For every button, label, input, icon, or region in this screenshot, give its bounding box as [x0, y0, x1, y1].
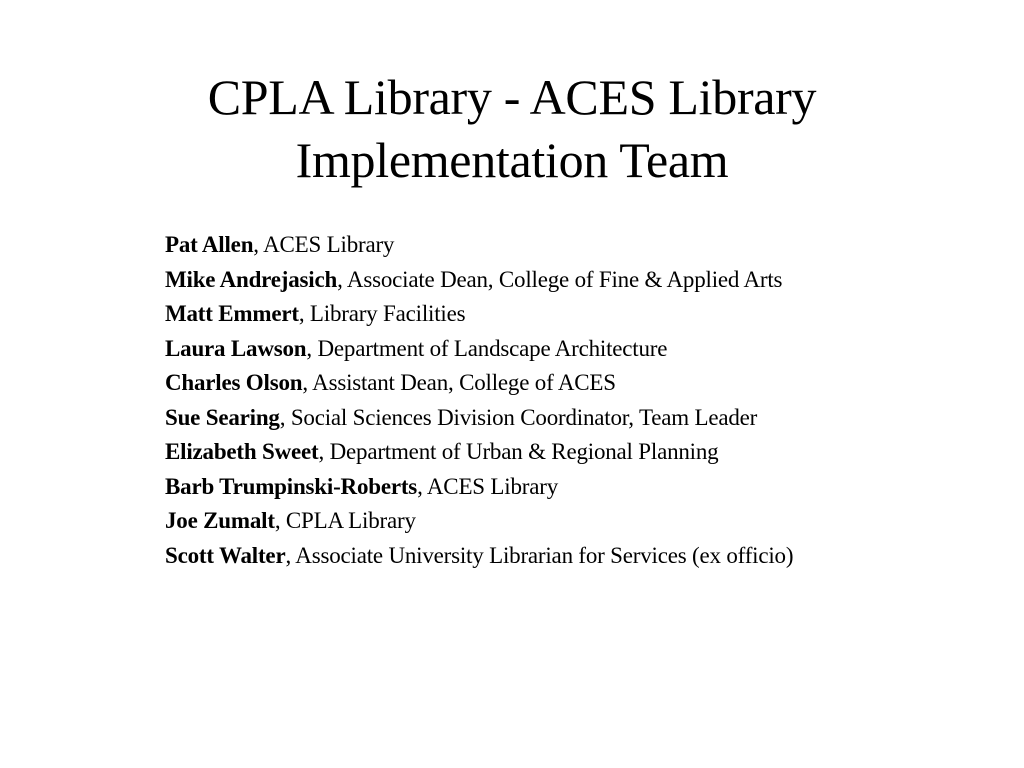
member-name: Scott Walter [165, 542, 286, 568]
team-member [165, 439, 835, 464]
team-member [165, 301, 835, 326]
member-name: Barb Trumpinski-Roberts [165, 473, 418, 499]
member-role: , ACES Library [253, 232, 395, 257]
member-role: , Associate Dean, College of Fine & Applied Arts [337, 266, 783, 292]
team-member [165, 267, 835, 292]
team-member [165, 405, 835, 430]
member-name: Laura Lawson [165, 335, 307, 361]
team-member [165, 336, 835, 361]
team-member-list [165, 232, 835, 577]
team-member [165, 370, 835, 395]
member-role: , Social Sciences Division Coordinator, Team Leader [279, 404, 758, 430]
member-role: , CPLA Library [274, 508, 416, 533]
member-role: , Associate University Librarian for Services (ex officio) [285, 542, 794, 568]
member-role: , Assistant Dean, College of ACES [302, 370, 616, 395]
member-name: Sue Searing [165, 404, 280, 430]
member-role: , ACES Library [417, 473, 559, 499]
team-member [165, 474, 835, 499]
member-name: Charles Olson [165, 370, 303, 395]
member-name: Pat Allen [165, 232, 254, 257]
team-member [165, 543, 835, 568]
member-name: Mike Andrejasich [165, 266, 338, 292]
member-name: Joe Zumalt [165, 508, 275, 533]
member-role: , Department of Landscape Architecture [306, 335, 668, 361]
team-member [165, 232, 835, 257]
member-name: Elizabeth Sweet [165, 439, 319, 464]
member-name: Matt Emmert [165, 301, 299, 326]
team-member [165, 508, 835, 533]
slide-title-line-1: CPLA Library - ACES Library [207, 69, 817, 125]
member-role: , Department of Urban & Regional Planning [318, 439, 719, 464]
slide-title [0, 66, 1024, 192]
slide-title-line-2: Implementation Team [295, 132, 729, 188]
member-role: , Library Facilities [298, 301, 466, 326]
